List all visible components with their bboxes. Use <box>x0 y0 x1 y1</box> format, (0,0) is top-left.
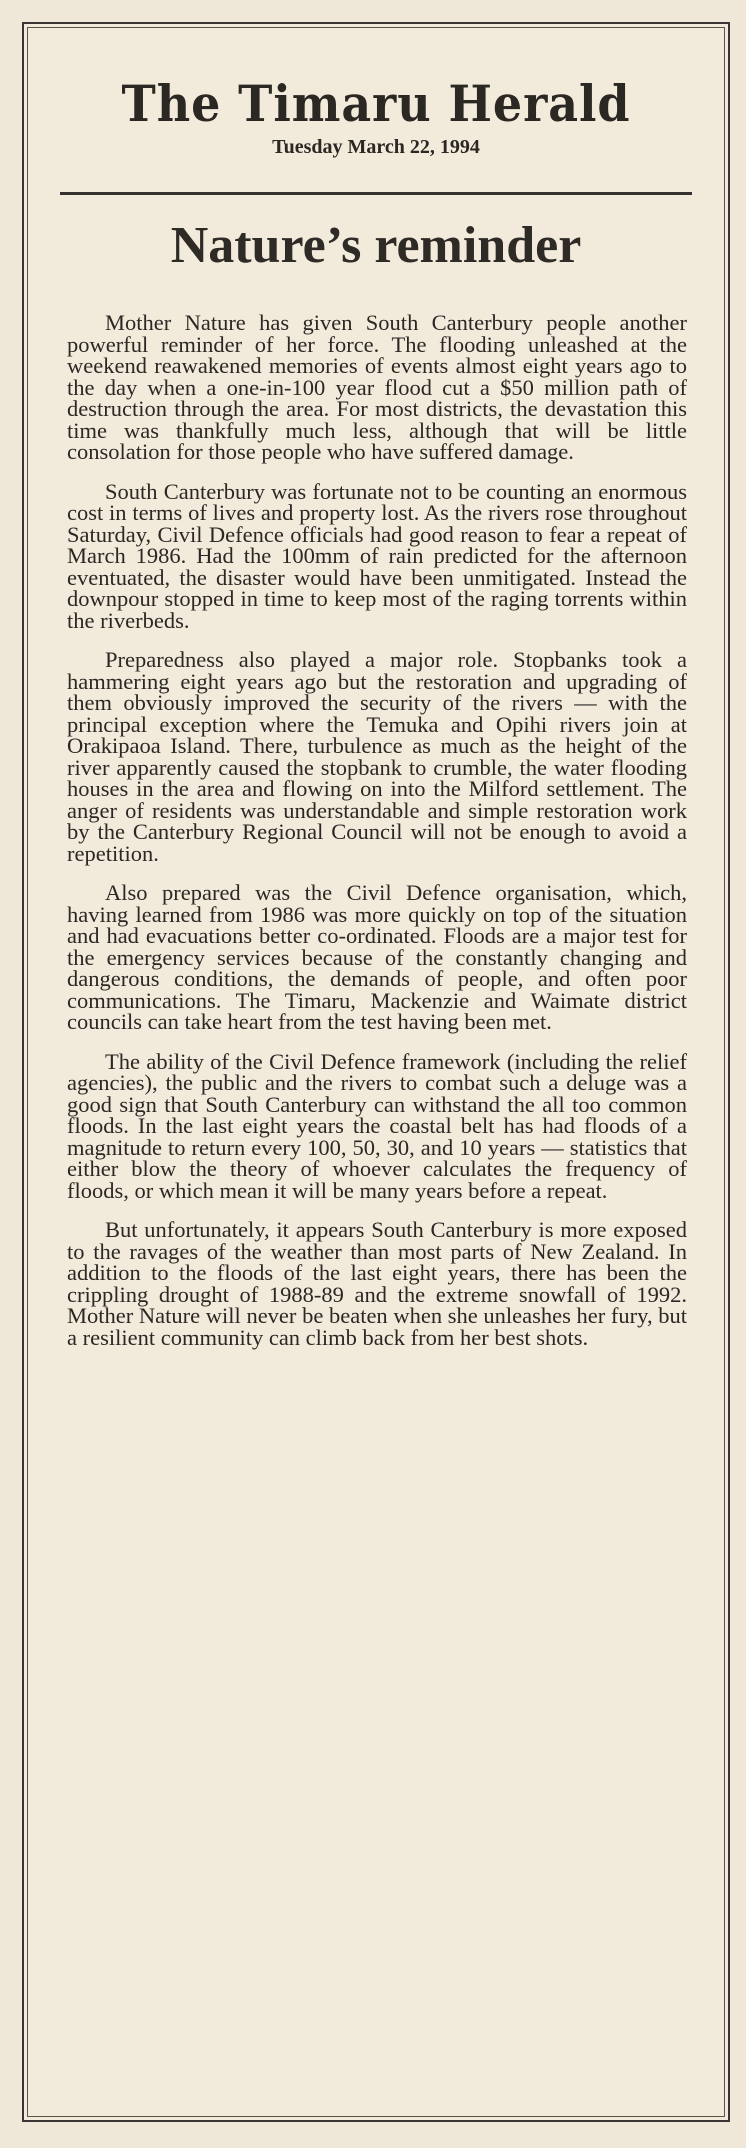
newspaper-clipping <box>22 22 730 2122</box>
article-paragraph: Preparedness also played a major role. Stopbanks took a hammering eight years ago but the restoration and upgrading of them obviously improved the security of the rivers — with the principal exception where the Temuka and Opihi rivers join at Orakipaoa Island. There, turbulence as much as the height of the river apparently caused the stopbank to crumble, the water flooding houses in the area and flowing on into the Milford settlement. The anger of residents was understandable and simple restoration work by the Canterbury Regional Council will not be enough to avoid a repetition. <box>67 647 687 866</box>
publication-date: Tuesday March 22, 1994 <box>272 136 480 158</box>
article-paragraph: South Canterbury was fortunate not to be counting an enormous cost in terms of lives and property lost. As the rivers rose throughout Saturday, Civil Defence officials had good reason to fear a repeat of March 1986. Had the 100mm of rain predicted for the afternoon eventuated, the disaster would have been unmitigated. Instead the downpour stopped in time to keep most of the raging torrents within the riverbeds. <box>67 478 687 633</box>
article-headline: Nature’s reminder <box>170 217 582 274</box>
newspaper-name: The Timaru Herald <box>121 74 631 133</box>
article-body <box>67 312 687 1366</box>
article-paragraph: Also prepared was the Civil Defence organisation, which, having learned from 1986 was more quickly on top of the situation and had evacuations better co-ordinated. Floods are a major test for the emergency services because of the constantly changing and dangerous conditions, the demands of people, and often poor communications. The Timaru, Mackenzie and Waimate district councils can take heart from the test having been met. <box>67 880 687 1034</box>
article-paragraph: But unfortunately, it appears South Canterbury is more exposed to the ravages of the weather than most parts of New Zealand. In addition to the floods of the last eight years, there has been the crippling drought of 1988-89 and the extreme snowfall of 1992. Mother Nature will never be beaten when she unleashes her fury, but a resilient community can climb back from her best shots. <box>67 1217 687 1350</box>
masthead-divider <box>60 192 692 195</box>
article-paragraph: The ability of the Civil Defence framework (including the relief agencies), the public and the rivers to combat such a deluge was a good sign that South Canterbury can withstand the all too common floods. In the last eight years the coastal belt has had floods of a magnitude to return every 100, 50, 30, and 10 years — statistics that either blow the theory of whoever calculates the frequency of floods, or which mean it will be many years before a repeat. <box>67 1048 687 1203</box>
masthead <box>24 74 728 160</box>
article-paragraph: Mother Nature has given South Canterbury people another powerful reminder of her force. The flooding unleashed at the weekend reawakened memories of events almost eight years ago to the day when a one-in-100 year flood cut a $50 million path of destruction through the area. For most districts, the devastation this time was thankfully much less, although that will be little consolation for those people who have suffered damage. <box>67 310 687 464</box>
